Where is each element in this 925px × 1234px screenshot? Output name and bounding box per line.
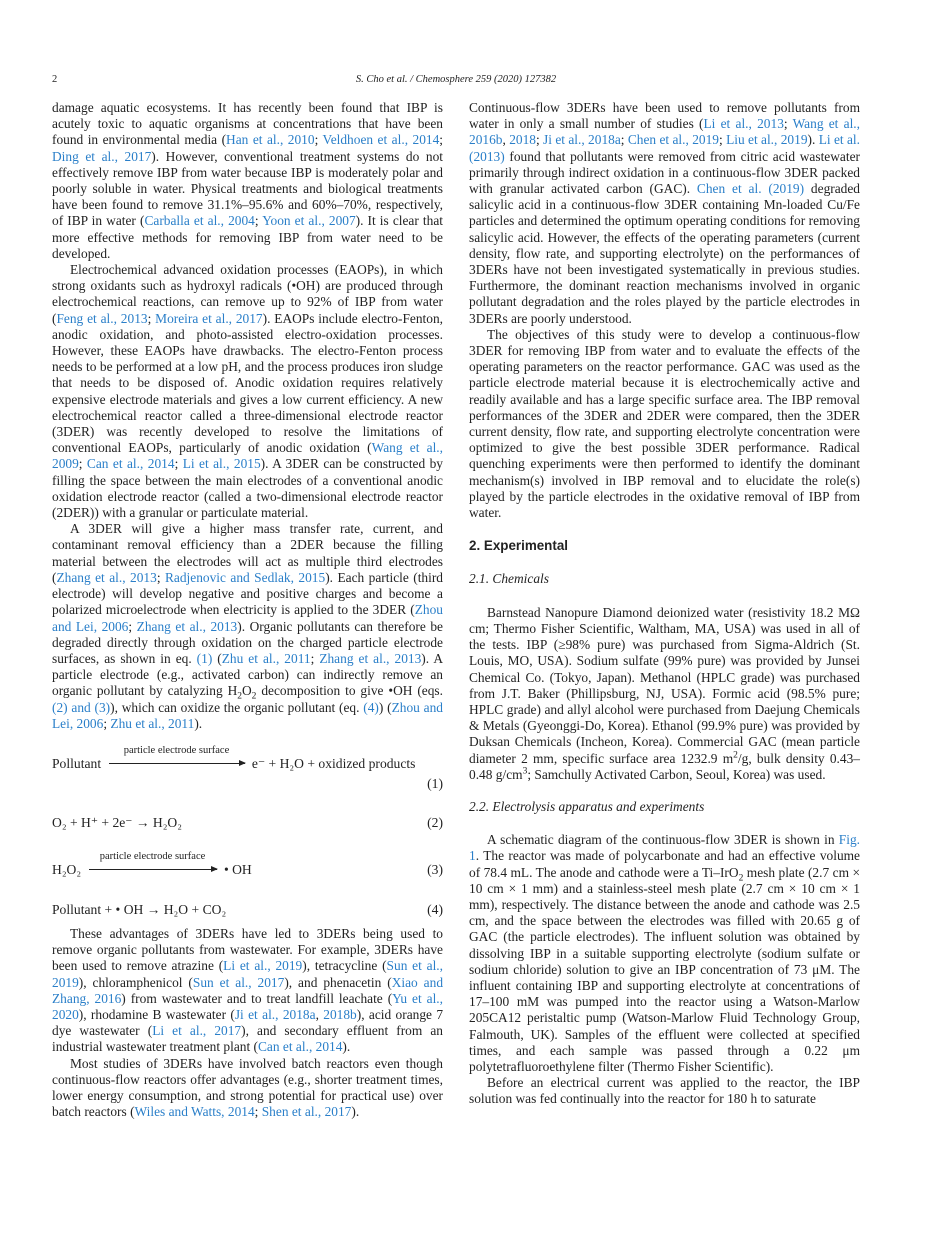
subsection-heading: 2.1. Chemicals (469, 571, 549, 587)
text: ), which can oxidize the organic pollutant (eq. (110, 699, 364, 715)
subsection-heading: 2.2. Electrolysis apparatus and experiments (469, 798, 705, 814)
text: ; (314, 132, 323, 148)
page-number: 2 (52, 74, 58, 85)
page-header (52, 74, 860, 88)
text: Electrochemical advanced oxidation processes (EAOPs), in which strong oxidants such as hydroxyl radicals (•OH) are produced through electrochemical reactions, can remove up to 92% of IBP from water ( (52, 262, 443, 326)
equation-4 (52, 902, 443, 922)
section-heading: 2. Experimental (469, 538, 568, 554)
equation-body: Pollutant + • OH → H₂O + CO₂ (52, 901, 227, 917)
equation-link[interactable]: (1) (196, 650, 213, 666)
text: ). Organic pollutants can therefore be degraded directly through oxidation on the charged particle electrode surfaces, as shown in eq. (52, 618, 443, 666)
citation-link[interactable]: Yoon et al., 2007 (262, 213, 356, 229)
text: O (242, 683, 252, 699)
superscript: 3 (522, 766, 528, 777)
text: ; (128, 618, 137, 634)
text: ; (78, 456, 87, 472)
paragraph: Before an electrical current was applied to the reactor, the IBP solution was fed continually into the reactor for 180 h to saturate (469, 1075, 860, 1107)
text: ; (174, 456, 183, 472)
citation-link[interactable]: Veldhoen et al., 2014 (322, 132, 440, 148)
citation-link[interactable]: Li et al., 2013 (703, 116, 784, 132)
citation-link[interactable]: Zhu et al., 2011 (110, 715, 195, 731)
text: ; (103, 715, 111, 731)
text: degraded salicylic acid in a continuous-flow 3DER containing Mn-loaded Cu/Fe particles and determined the optimum operating conditions for removing salicylic acid. However, the effects of the operating parameters (current density, flow rate, and supporting electrolyte) on the performances of 3DERs have not been investigated systematically in previous studies. Furthermore, the dominant reaction mechanisms involved in organic pollutant degradation and the roles played by the particle electrodes in 3DERs are poorly understood. (469, 181, 861, 326)
text: ), and secondary effluent from an industrial wastewater treatment plant ( (52, 1023, 443, 1055)
citation-link[interactable]: Sun et al., 2019 (52, 958, 443, 990)
paragraph (52, 926, 443, 1056)
citation-link[interactable]: Li et al., 2017 (152, 1023, 242, 1039)
subscript: 2 (251, 691, 257, 702)
text: . The reactor was made of polycarbonate and had an effective volume of 78.4 mL. The anode and cathode were a Ti–IrO (469, 848, 860, 880)
citation-link[interactable]: Yu et al., 2020 (52, 990, 443, 1022)
citation-link[interactable]: Chen et al. (2019) (696, 181, 805, 197)
text: ; (156, 569, 165, 585)
text: ) ( (378, 699, 392, 715)
paragraph (469, 605, 860, 783)
citation-link[interactable]: Sun et al., 2017 (192, 974, 285, 990)
text: Most studies of 3DERs have involved batch reactors even though continuous-flow reactors offer advantages (e.g., shorter treatment times, lower energy consumption, and strong potential for practical use) over batch reactors ( (52, 1055, 443, 1120)
right-column (469, 100, 860, 1108)
subscript: 2 (738, 873, 744, 884)
citation-link[interactable]: Liu et al., 2019 (726, 132, 808, 148)
text: ( (212, 650, 222, 666)
text: ; (718, 132, 727, 148)
citation-link[interactable]: Zhang et al., 2013 (56, 569, 157, 585)
citation-link[interactable]: Feng et al., 2013 (56, 310, 148, 326)
paragraph (469, 832, 860, 1075)
citation-link[interactable]: Zhou and Lei, 2006 (52, 699, 443, 731)
equation-body (52, 744, 416, 772)
citation-link[interactable]: 2018b (323, 1006, 357, 1022)
text: ; (254, 213, 263, 229)
subscript: 2 (237, 691, 242, 702)
text: A schematic diagram of the continuous-flow 3DER is shown in (487, 832, 839, 848)
text: ). (351, 1104, 360, 1120)
equation-body: O₂ + H⁺ + 2e⁻ → H₂O₂ (52, 814, 182, 830)
text: These advantages of 3DERs have led to 3DERs being used to remove organic pollutants from wastewater. For example, 3DERs have been used to remove atrazine ( (52, 925, 443, 974)
equation-body (52, 850, 252, 878)
equation-lhs: Pollutant (52, 755, 102, 771)
figure-link[interactable]: Fig. 1 (469, 832, 860, 864)
equation-link[interactable]: (2) and (3) (52, 699, 111, 715)
text: ), rhodamine B wastewater ( (78, 1006, 235, 1022)
paragraph (52, 1056, 443, 1121)
text: ). (194, 715, 203, 731)
citation-link[interactable]: 2018 (509, 132, 536, 148)
citation-link[interactable]: Li et al., 2015 (182, 456, 261, 472)
equation-rhs: e⁻ + H₂O + oxidized products (251, 755, 416, 771)
text: ; (254, 1104, 262, 1120)
citation-link[interactable]: Shen et al., 2017 (261, 1104, 352, 1120)
text: ), acid orange 7 dye wastewater ( (52, 1006, 444, 1039)
text: ). A 3DER can be constructed by filling the space between the main electrodes of a conventional anodic oxidation electrode reactor (called a two-dimensional electrode reactor (2DER)) with a granular or particulate material. (52, 456, 443, 521)
arrow-label: particle electrode surface (99, 850, 206, 862)
paragraph (52, 262, 443, 521)
citation-link[interactable]: Radjenovic and Sedlak, 2015 (164, 569, 326, 585)
equation-number: (1) (427, 775, 443, 791)
citation-link[interactable]: Wang et al., 2009 (52, 440, 443, 472)
equation-lhs: H₂O₂ (52, 861, 82, 877)
text: ; (535, 132, 544, 148)
text: ), chloramphenicol ( (78, 974, 193, 990)
citation-link[interactable]: Li et al. (2013) (469, 132, 860, 164)
equation-1-number-row (52, 776, 443, 796)
text: ), tetracycline ( (302, 958, 387, 974)
text: decomposition to give •OH (eqs. (256, 683, 443, 699)
text: ; Samchully Activated Carbon, Seoul, Korea) was used. (527, 766, 826, 782)
citation-link[interactable]: Moreira et al., 2017 (155, 310, 263, 326)
citation-link[interactable]: Zhou and Lei, 2006 (52, 602, 443, 634)
text: ; (439, 132, 444, 148)
citation-link[interactable]: Han et al., 2010 (226, 132, 315, 148)
arrow-label: particle electrode surface (123, 744, 230, 756)
equation-link[interactable]: (4) (363, 699, 379, 715)
paragraph: The objectives of this study were to develop a continuous-flow 3DER for removing IBP from water and to evaluate the effects of the operating parameters on the reactor performance. GAC was used as the particle electrode material because it is electrochemically active and readily available and has a large specific surface area. The IBP removal performances of the 3DER and 2DER were compared, then the 3DER current density, flow rate, and supporting electrolyte concentration were optimized to give the best possible 3DER performance. Radical quenching experiments were then performed to identify the dominant mechanism(s) involved in IBP removal and to elucidate the role(s) played by the particle electrodes in the oxidative removal of IBP from water. (469, 326, 860, 521)
text: ; (620, 132, 628, 148)
equation-number: (4) (427, 901, 443, 917)
text: ; (783, 116, 793, 132)
citation-link[interactable]: Can et al., 2014 (86, 456, 175, 472)
text: ). (807, 132, 819, 148)
citation-link[interactable]: Xiao and Zhang, 2016 (52, 974, 444, 1006)
text: /g, bulk density 0.43–0.48 g/cm (469, 750, 860, 782)
citation-link[interactable]: Carballa et al., 2004 (144, 213, 255, 229)
citation-link[interactable]: Chen et al., 2019 (627, 132, 719, 148)
citation-link[interactable]: Ji et al., 2018a (234, 1006, 316, 1022)
superscript: 2 (733, 750, 738, 761)
equation-1 (52, 744, 443, 776)
citation-link[interactable]: Can et al., 2014 (258, 1039, 343, 1055)
journal-citation: S. Cho et al. / Chemosphere 259 (2020) 127382 (355, 74, 557, 85)
equation-number: (2) (427, 814, 443, 830)
text: ). Each particle (third electrode) will develop negative and positive charges and become a polarized microelectrode when electricity is applied to the 3DER ( (52, 569, 443, 618)
text: Barnstead Nanopure Diamond deionized water (resistivity 18.2 MΩ cm; Thermo Fisher Scientific, Waltham, MA, USA) was used in all of the tests. IBP (≥98% pure) was purchased from Sigma-Aldrich (St. Louis, MO, USA). Sodium sulfate (99% pure) was provided by Junsei Chemical Co. (Tokyo, Japan). Methanol (HPLC grade) was purchased from J.T. Baker (Phillipsburg, NJ, USA). Formic acid (98.5% pure; HPLC grade) and allyl alcohol were purchased from Daejung Chemicals & Metals (Gyeonggi-Do, Korea). Ethanol (99.9% pure) was provided by Duksan Chemicals (Incheon, Korea). Commercial GAC (mean particle diameter 2 mm, specific surface area 1232.9 m (469, 604, 860, 766)
equation-2 (52, 815, 443, 835)
citation-link[interactable]: Wiles and Watts, 2014 (134, 1104, 255, 1120)
paragraph (52, 100, 443, 262)
equation-3 (52, 850, 443, 882)
text: mesh plate (2.7 cm × 10 cm × 1 mm) and a stainless-steel mesh plate (2.7 cm × 10 cm × 1 mm), respectively. The distance between the anode and cathode was 2.5 cm, and the space between the electrodes was filled with 20.65 g of GAC (the particle electrodes). The influent solution was obtained by dissolving IBP in a suitable supporting electrolyte (sodium sulfate or sodium chloride) solution to give an IBP concentration of 73 μM. The influent containing IBP and supporting electrolyte at concentrations of 17–100 mM was pumped into the reactor using a Watson-Marlow 205CA12 peristaltic pump (Watson-Marlow Fluid Technology Group, Falmouth, UK). Samples of the effluent were collected at specified times, and each sample was passed through a 0.22 μm polytetrafluoroethylene filter (Thermo Fisher Scientific). (469, 864, 860, 1074)
paragraph (469, 100, 860, 327)
text: ) from wastewater and to treat landfill leachate ( (121, 990, 393, 1006)
citation-link[interactable]: Wang et al., 2016b (469, 116, 860, 148)
citation-link[interactable]: Zhang et al., 2013 (136, 618, 238, 634)
equation-number: (3) (427, 861, 443, 877)
reaction-arrow (109, 744, 245, 772)
text: ; (310, 650, 320, 666)
text: ; (147, 310, 156, 326)
citation-link[interactable]: Zhu et al., 2011 (221, 650, 311, 666)
reaction-arrow (89, 850, 217, 878)
text: damage aquatic ecosystems. It has recently been found that IBP is acutely toxic to aquatic organisms at concentrations that have been found in environmental media ( (52, 100, 443, 148)
citation-link[interactable]: Zhang et al., 2013 (319, 650, 422, 666)
text: , (315, 1006, 324, 1022)
citation-link[interactable]: Ji et al., 2018a (543, 132, 621, 148)
citation-link[interactable]: Ding et al., 2017 (52, 148, 152, 164)
left-column (52, 100, 443, 1120)
text: A 3DER will give a higher mass transfer rate, current, and contaminant removal efficiency than a 2DER because the filling material between the electrodes will act as multiple third electrodes ( (52, 521, 443, 585)
paragraph (52, 521, 443, 732)
text: found that pollutants were removed from citric acid wastewater primarily through indirect oxidation in a continuous-flow 3DER packed with granular activated carbon (GAC). (469, 148, 860, 197)
text: ), and phenacetin ( (284, 974, 392, 990)
citation-link[interactable]: Li et al., 2019 (223, 958, 303, 974)
text: ). (342, 1039, 351, 1055)
text: ). A particle electrode (e.g., activated carbon) can indirectly remove an organic pollutant by catalyzing H (52, 650, 444, 699)
text: ). However, conventional treatment systems do not effectively remove IBP from water because IBP is moderately polar and poorly soluble in water. Physical treatments and biological treatments have been found to remove 31.1%–95.6% and 60%–70%, respectively, of IBP in water ( (52, 148, 443, 229)
text: ). It is clear that more effective methods for removing IBP from water need to be developed. (52, 213, 443, 261)
text: Continuous-flow 3DERs have been used to remove pollutants from water in only a small number of studies ( (469, 100, 860, 132)
text: , (502, 132, 510, 148)
equation-rhs: • OH (223, 861, 252, 877)
text: ). EAOPs include electro-Fenton, anodic oxidation, and photo-assisted electro-oxidation processes. However, these EAOPs have drawbacks. The electro-Fenton process needs to be performed at a low pH, and the process produces iron sludge that needs to be disposed of. Anodic oxidation requires relatively expensive electrode materials and gives a low current efficiency. A new electrochemical reactor called a three-dimensional electrode reactor (3DER) was recently developed to resolve the limitations of conventional EAOPs, particularly of anodic oxidation ( (52, 310, 443, 456)
